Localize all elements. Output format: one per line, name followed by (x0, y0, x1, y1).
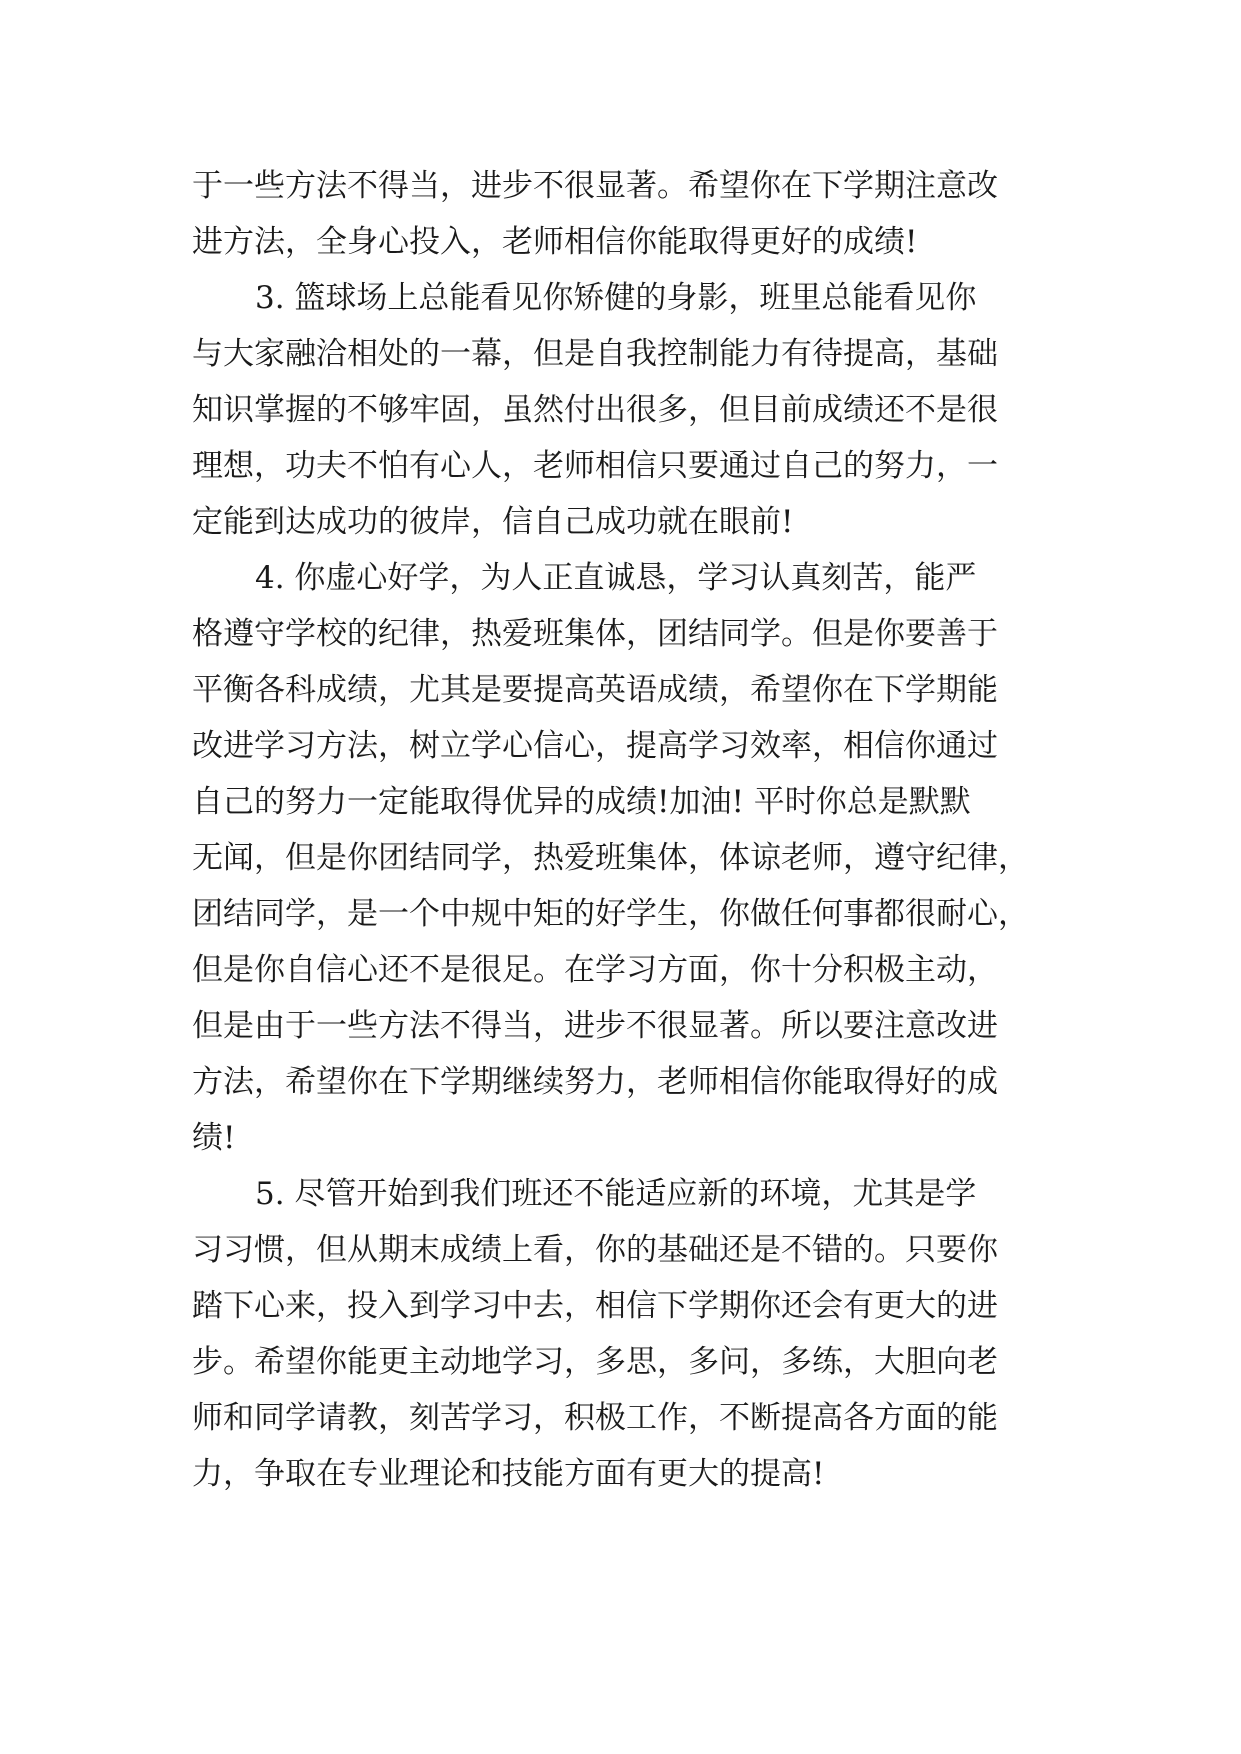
paragraph-3-start: 3. 篮球场上总能看见你矫健的身影，班里总能看见你 (255, 280, 977, 316)
paragraph-4-start: 4. 你虚心好学，为人正直诚恳，学习认真刻苦，能严 (255, 560, 977, 596)
text-line: 师和同学请教，刻苦学习，积极工作，不断提高各方面的能 (192, 1400, 998, 1436)
text-line: 团结同学，是一个中规中矩的好学生，你做任何事都很耐心， (192, 896, 1029, 932)
text-line: 知识掌握的不够牢固，虽然付出很多，但目前成绩还不是很 (192, 392, 998, 428)
text-line: 与大家融洽相处的一幕，但是自我控制能力有待提高，基础 (192, 336, 998, 372)
text-line: 平衡各科成绩，尤其是要提高英语成绩，希望你在下学期能 (192, 672, 998, 708)
text-line: 于一些方法不得当，进步不很显著。希望你在下学期注意改 (192, 168, 998, 204)
text-line: 格遵守学校的纪律，热爱班集体，团结同学。但是你要善于 (192, 616, 998, 652)
paragraph-5-start: 5. 尽管开始到我们班还不能适应新的环境，尤其是学 (255, 1176, 977, 1212)
text-line: 无闻，但是你团结同学，热爱班集体，体谅老师，遵守纪律， (192, 840, 1029, 876)
text-line: 步。希望你能更主动地学习，多思，多问，多练，大胆向老 (192, 1344, 998, 1380)
text-line: 力，争取在专业理论和技能方面有更大的提高! (192, 1456, 825, 1492)
text-line: 改进学习方法，树立学心信心，提高学习效率，相信你通过 (192, 728, 998, 764)
text-line: 自己的努力一定能取得优异的成绩!加油! 平时你总是默默 (192, 784, 971, 820)
text-line: 但是由于一些方法不得当，进步不很显著。所以要注意改进 (192, 1008, 998, 1044)
text-line: 定能到达成功的彼岸，信自己成功就在眼前! (192, 504, 794, 540)
text-line: 但是你自信心还不是很足。在学习方面，你十分积极主动， (192, 952, 998, 988)
text-line: 进方法，全身心投入，老师相信你能取得更好的成绩! (192, 224, 918, 260)
text-line: 方法，希望你在下学期继续努力，老师相信你能取得好的成 (192, 1064, 998, 1100)
text-line: 习习惯，但从期末成绩上看，你的基础还是不错的。只要你 (192, 1232, 998, 1268)
text-line: 绩! (192, 1120, 236, 1156)
text-line: 踏下心来，投入到学习中去，相信下学期你还会有更大的进 (192, 1288, 998, 1324)
text-line: 理想，功夫不怕有心人，老师相信只要通过自己的努力，一 (192, 448, 998, 484)
